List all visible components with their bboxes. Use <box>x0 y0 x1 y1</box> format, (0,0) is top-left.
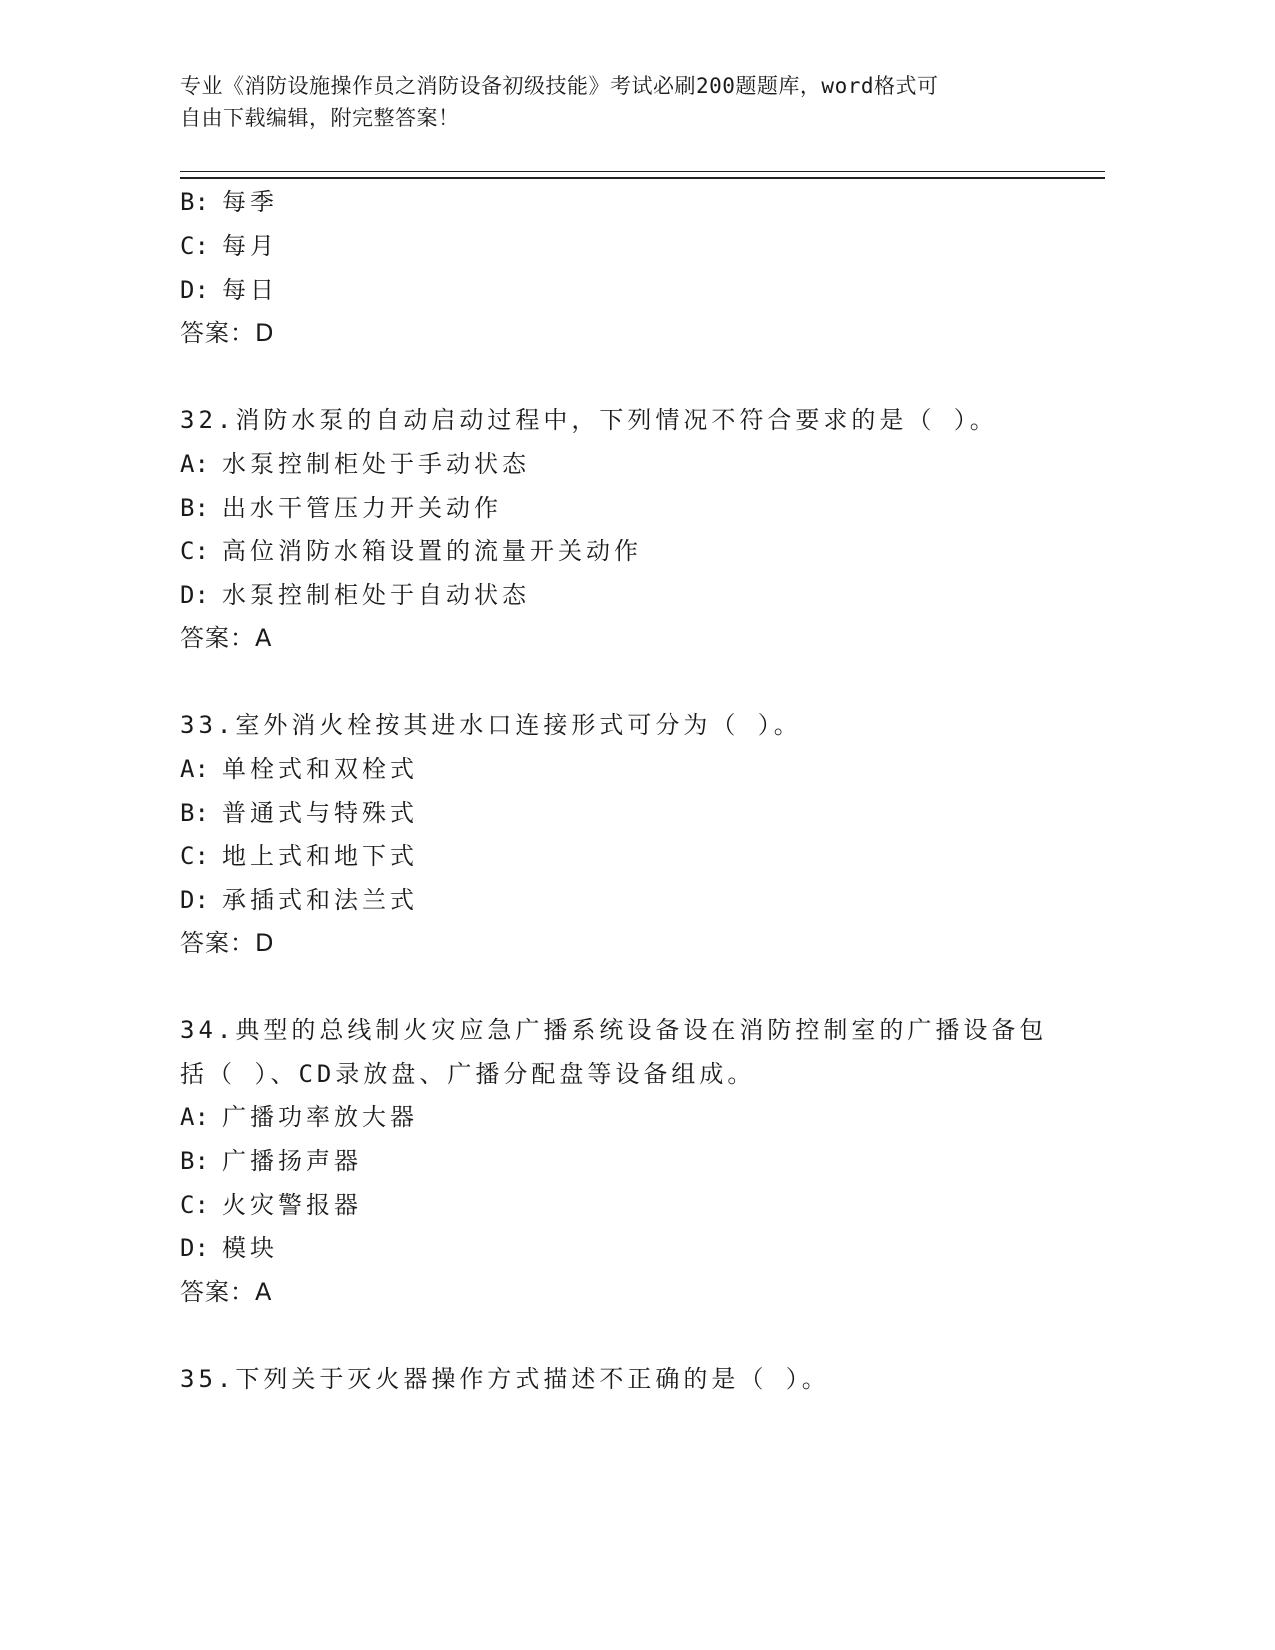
question-33: 33.室外消火栓按其进水口连接形式可分为（ ）。 <box>180 711 802 739</box>
question-35: 35.下列关于灭火器操作方式描述不正确的是（ ）。 <box>180 1365 830 1393</box>
page-header <box>180 70 1060 134</box>
header-title-line-1: 专业《消防设施操作员之消防设备初级技能》考试必刷200题题库，word格式可 <box>180 74 939 98</box>
q33-option-d <box>180 883 418 917</box>
option-letter: C: <box>180 232 209 260</box>
option-text: 水泵控制柜处于自动状态 <box>222 581 530 609</box>
q34-option-c <box>180 1188 362 1222</box>
q34-answer: 答案：A <box>180 1278 273 1306</box>
option-text: 单栓式和双栓式 <box>222 755 418 783</box>
option-text: 广播扬声器 <box>222 1147 362 1175</box>
option-letter: C: <box>180 1191 209 1219</box>
option-text: 承插式和法兰式 <box>222 886 418 914</box>
question-34-line-1: 34.典型的总线制火灾应急广播系统设备设在消防控制室的广播设备包 <box>180 1016 1048 1044</box>
q33-option-b <box>180 796 418 830</box>
option-letter: D: <box>180 886 209 914</box>
option-d <box>180 273 278 307</box>
option-c <box>180 229 278 263</box>
option-letter: D: <box>180 581 209 609</box>
q32-answer: 答案：A <box>180 624 273 652</box>
option-letter: B: <box>180 1147 209 1175</box>
option-text: 每日 <box>222 276 278 304</box>
option-letter: D: <box>180 276 209 304</box>
header-divider-thick <box>180 177 1105 179</box>
option-letter: C: <box>180 842 209 870</box>
option-text: 普通式与特殊式 <box>222 799 418 827</box>
option-letter: B: <box>180 494 209 522</box>
q34-option-d <box>180 1231 278 1265</box>
option-text: 高位消防水箱设置的流量开关动作 <box>222 537 642 565</box>
q34-option-a <box>180 1100 418 1134</box>
option-text: 出水干管压力开关动作 <box>222 494 502 522</box>
q34-option-b <box>180 1144 362 1178</box>
answer-line: 答案：D <box>180 319 275 347</box>
q32-option-d <box>180 578 530 612</box>
option-letter: B: <box>180 799 209 827</box>
question-32: 32.消防水泵的自动启动过程中，下列情况不符合要求的是（ ）。 <box>180 406 998 434</box>
option-letter: A: <box>180 1103 209 1131</box>
q32-option-b <box>180 491 502 525</box>
option-letter: A: <box>180 450 209 478</box>
option-letter: C: <box>180 537 209 565</box>
option-b <box>180 185 278 219</box>
option-text: 火灾警报器 <box>222 1191 362 1219</box>
q33-option-a <box>180 752 418 786</box>
q32-option-c <box>180 534 642 568</box>
question-34-line-2: 括（ ）、CD录放盘、广播分配盘等设备组成。 <box>180 1060 756 1088</box>
option-letter: B: <box>180 188 209 216</box>
header-divider-thin <box>180 171 1105 172</box>
header-title-line-2: 自由下载编辑，附完整答案！ <box>180 106 460 130</box>
option-letter: A: <box>180 755 209 783</box>
q33-option-c <box>180 839 418 873</box>
option-text: 水泵控制柜处于手动状态 <box>222 450 530 478</box>
q32-option-a <box>180 447 530 481</box>
option-text: 地上式和地下式 <box>222 842 418 870</box>
option-letter: D: <box>180 1234 209 1262</box>
q33-answer: 答案：D <box>180 929 275 957</box>
option-text: 模块 <box>222 1234 278 1262</box>
option-text: 每月 <box>222 232 278 260</box>
option-text: 广播功率放大器 <box>222 1103 418 1131</box>
option-text: 每季 <box>222 188 278 216</box>
